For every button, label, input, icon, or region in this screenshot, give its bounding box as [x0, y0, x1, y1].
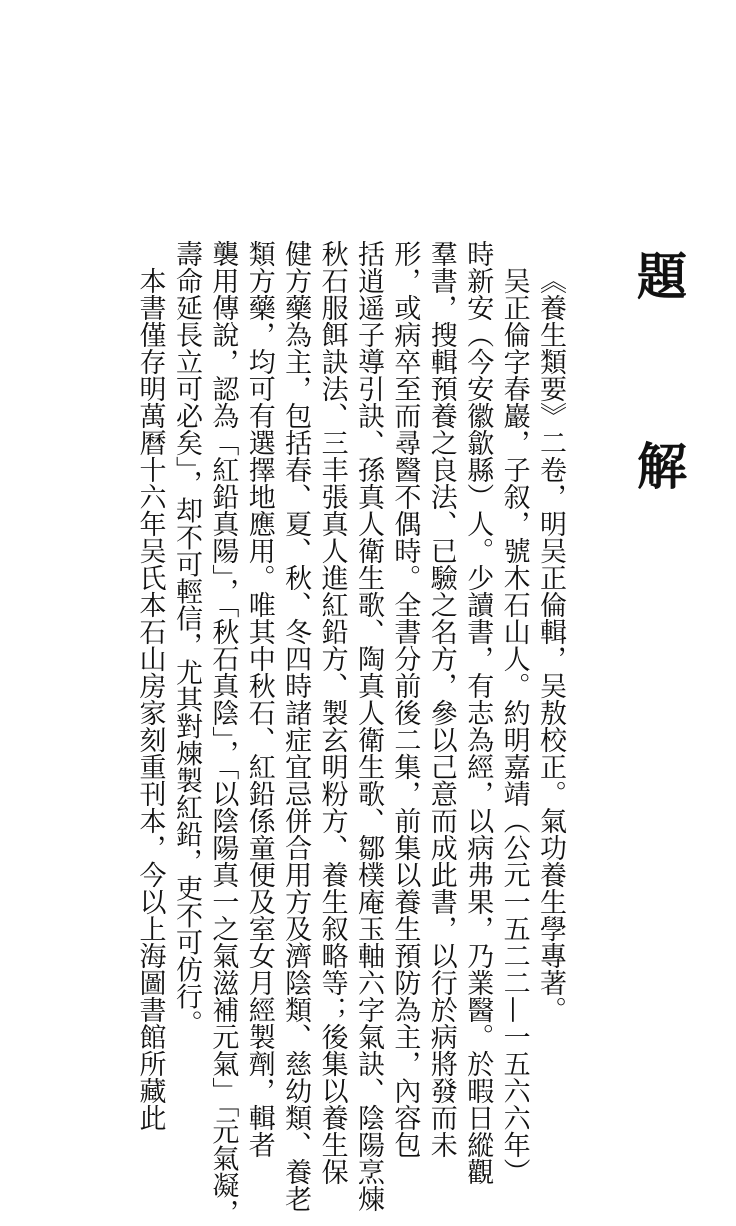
- body-text: [131, 240, 568, 1226]
- text-column-12: 本書僅存明萬曆十六年吴氏本石山房家刻重刊本，今以上海圖書館所藏此: [134, 267, 166, 1131]
- text-column-7: 秋石服餌訣法、三丰張真人進紅鉛方、製玄明粉方、養生叙略等；後集以養生保: [316, 240, 348, 1185]
- text-column-4: 羣書，搜輯預養之良法、已驗之名方，參以己意而成此書，以行於病將發而未: [425, 240, 457, 1158]
- text-column-1: 《養生類要》二卷，明吴正倫輯，吴敖校正。氣功養生學專著。: [535, 267, 566, 1023]
- page-title: 題 解: [629, 250, 688, 535]
- text-column-10: 襲用傳說，認為「紅鉛真陽」，「秋石真陰」，「以陰陽真一之氣滋補元氣」「元氣凝，: [207, 240, 239, 1226]
- text-column-5: 形，或病卒至而尋醫不偶時。全書分前後二集，前集以養生預防為主，內容包: [389, 240, 421, 1158]
- text-column-6: 括逍遥子導引訣、孫真人衛生歌、陶真人衛生歌、鄒樸庵玉軸六字氣訣、陰陽烹煉: [352, 240, 384, 1212]
- text-column-3: 時新安（今安徽歙縣）人。少讀書，有志為經，以病弗果，乃業醫。於暇日縱觀: [462, 240, 494, 1185]
- text-column-2: 吴正倫字春巖，子叙，號木石山人。約明嘉靖（公元一五二二—一五六六年）: [498, 267, 530, 1185]
- text-column-8: 健方藥為主，包括春、夏、秋、冬四時諸症宜忌併合用方及濟陰類、慈幼類、養老: [280, 240, 312, 1212]
- text-column-11: 壽命延長立可必矣」，却不可輕信，尤其對煉製紅鉛，吏不可仿行。: [170, 240, 202, 1037]
- text-column-9: 類方藥，均可有選擇地應用。唯其中秋石、紅鉛係童便及室女月經製劑，輯者: [243, 240, 275, 1158]
